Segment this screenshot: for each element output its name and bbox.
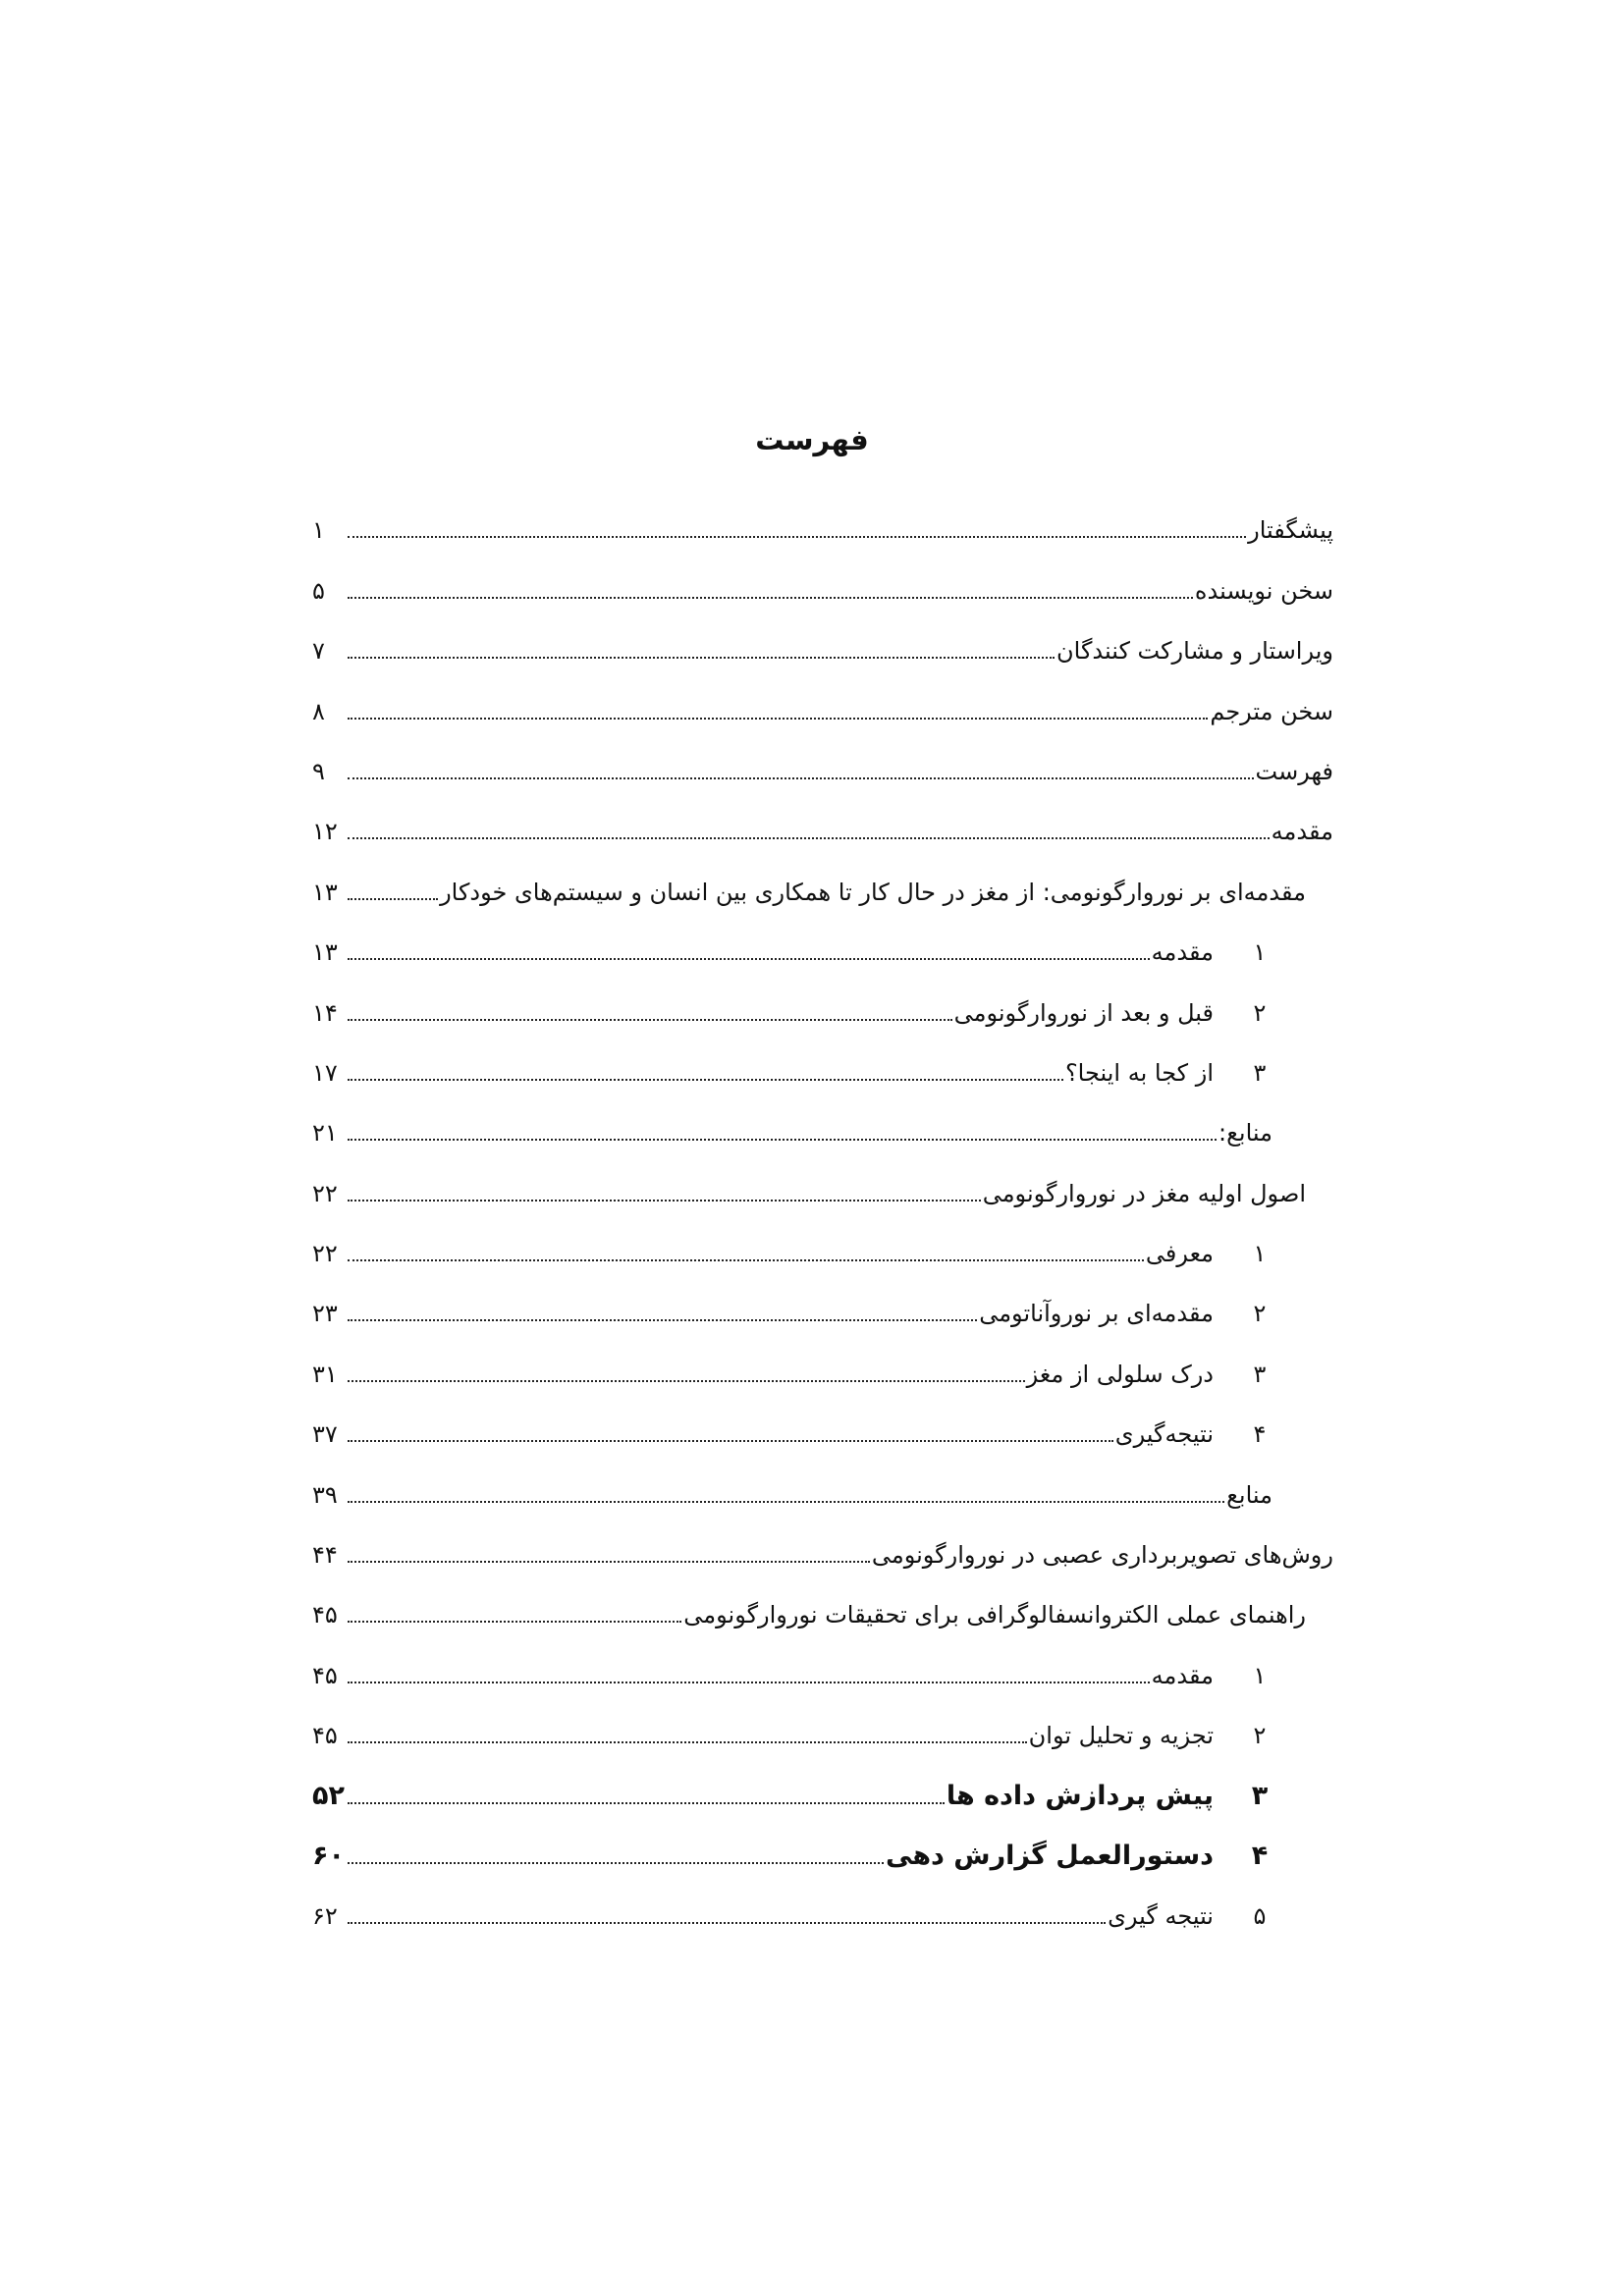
toc-page-number: ۴۵ xyxy=(312,1601,338,1629)
toc-entry[interactable] xyxy=(312,619,1333,679)
toc-entry-title: سخن نویسنده xyxy=(1194,576,1333,605)
toc-entry-title: سخن مترجم xyxy=(1210,697,1333,725)
toc-page-number: ۶۲ xyxy=(312,1902,338,1931)
dot-leader xyxy=(348,1319,977,1321)
toc-entry-title: ویراستار و مشارکت کنندگان xyxy=(1056,637,1333,666)
toc-subentry[interactable] xyxy=(312,1704,1333,1764)
dot-leader xyxy=(348,1561,870,1563)
toc-entry[interactable] xyxy=(312,1523,1333,1583)
page-title: فهرست xyxy=(755,423,869,456)
toc-page-number: ۱۴ xyxy=(312,998,338,1027)
toc-entry[interactable] xyxy=(312,679,1333,739)
toc-entry-title: از کجا به اینجا؟ xyxy=(1064,1058,1214,1087)
toc-page-number: ۲۲ xyxy=(312,1240,338,1268)
toc-page-number: ۱۷ xyxy=(312,1058,338,1087)
dot-leader xyxy=(348,837,1270,839)
toc-section-number: ۴ xyxy=(1253,1420,1267,1449)
toc-page-number: ۳۱ xyxy=(312,1360,338,1388)
toc-entry[interactable] xyxy=(312,1101,1333,1161)
toc-page-number: ۳۷ xyxy=(312,1420,338,1449)
toc-page-number: ۸ xyxy=(312,697,325,725)
toc-subentry[interactable] xyxy=(312,1282,1333,1342)
toc-entry-title: مقدمه xyxy=(1151,938,1214,967)
toc-entry-title: مقدمه xyxy=(1271,818,1333,846)
dot-leader xyxy=(348,597,1193,599)
toc-page-number: ۴۵ xyxy=(312,1661,338,1689)
dot-leader xyxy=(348,1380,1025,1382)
toc-entry[interactable] xyxy=(312,1583,1333,1643)
toc-page-number: ۷ xyxy=(312,637,325,666)
dot-leader xyxy=(348,718,1208,720)
toc-entry-title: پیشگفتار xyxy=(1248,516,1333,545)
dot-leader xyxy=(348,777,1254,779)
dot-leader xyxy=(348,1079,1063,1081)
toc-section-number: ۱ xyxy=(1253,938,1267,967)
toc-subentry[interactable] xyxy=(312,1041,1333,1101)
toc-subentry[interactable] xyxy=(312,921,1333,981)
toc-section-number: ۲ xyxy=(1253,1722,1267,1750)
toc-entry-title: معرفی xyxy=(1145,1240,1214,1268)
toc-entry[interactable] xyxy=(312,740,1333,800)
dot-leader xyxy=(348,1682,1150,1683)
toc-subentry[interactable] xyxy=(312,1403,1333,1463)
toc-entry[interactable] xyxy=(312,499,1333,559)
toc-section-number: ۱ xyxy=(1253,1661,1267,1689)
toc-entry-title: منابع: xyxy=(1218,1119,1272,1148)
toc-entry-title: نتیجه‌گیری xyxy=(1114,1420,1214,1449)
dot-leader xyxy=(348,536,1246,538)
dot-leader xyxy=(348,1139,1217,1141)
dot-leader xyxy=(348,1802,945,1804)
toc-page-number: ۴۵ xyxy=(312,1722,338,1750)
toc-entry-title: قبل و بعد از نوروارگونومی xyxy=(953,998,1214,1027)
dot-leader xyxy=(348,1259,1144,1261)
toc-entry[interactable] xyxy=(312,860,1333,920)
toc-entry[interactable] xyxy=(312,1463,1333,1522)
toc-entry-title: اصول اولیه مغز در نوروارگونومی xyxy=(982,1179,1306,1207)
toc-section-number: ۱ xyxy=(1253,1240,1267,1268)
toc-entry-title: فهرست xyxy=(1255,757,1333,785)
toc-subentry[interactable] xyxy=(312,981,1333,1041)
toc-entry-title: روش‌های تصویربرداری عصبی در نوروارگونومی xyxy=(871,1541,1333,1570)
toc-entry-title: مقدمه‌ای بر نوروارگونومی: از مغز در حال کار تا همکاری بین انسان و سیستم‌های خودکار xyxy=(440,878,1306,906)
toc-entry[interactable] xyxy=(312,559,1333,618)
toc-subentry[interactable] xyxy=(312,1342,1333,1402)
toc-subentry[interactable] xyxy=(312,1222,1333,1282)
toc-section-number: ۵ xyxy=(1253,1902,1267,1931)
dot-leader xyxy=(348,1741,1027,1743)
toc-section-number: ۲ xyxy=(1253,1300,1267,1328)
toc-page-number: ۱ xyxy=(312,516,325,545)
dot-leader xyxy=(348,1440,1113,1442)
dot-leader xyxy=(348,1862,884,1864)
toc-subentry[interactable] xyxy=(312,1825,1333,1885)
toc-page-number: ۱۲ xyxy=(312,818,338,846)
toc-entry-title: پیش پردازش داده ها xyxy=(946,1780,1214,1811)
toc-subentry[interactable] xyxy=(312,1885,1333,1945)
toc-page-number: ۱۳ xyxy=(312,938,338,967)
toc-page-number: ۴۴ xyxy=(312,1541,338,1570)
table-of-contents xyxy=(312,499,1333,1945)
toc-page-number: ۵ xyxy=(312,576,325,605)
toc-page-number: ۲۳ xyxy=(312,1300,338,1328)
toc-entry[interactable] xyxy=(312,1161,1333,1221)
toc-entry-title: مقدمه‌ای بر نوروآناتومی xyxy=(979,1300,1214,1328)
toc-page-number: ۶۰ xyxy=(312,1840,345,1871)
dot-leader xyxy=(348,1019,952,1021)
toc-page-number: ۱۳ xyxy=(312,878,338,906)
toc-page-number: ۲۲ xyxy=(312,1179,338,1207)
dot-leader xyxy=(348,1200,981,1201)
toc-page-number: ۳۹ xyxy=(312,1480,338,1509)
dot-leader xyxy=(348,898,438,900)
toc-entry-title: نتیجه گیری xyxy=(1108,1902,1214,1931)
toc-section-number: ۲ xyxy=(1253,998,1267,1027)
toc-entry-title: مقدمه xyxy=(1151,1661,1214,1689)
dot-leader xyxy=(348,1922,1106,1924)
toc-entry[interactable] xyxy=(312,800,1333,860)
toc-section-number: ۳ xyxy=(1253,1360,1267,1388)
toc-section-number: ۳ xyxy=(1253,1058,1267,1087)
dot-leader xyxy=(348,1621,681,1623)
dot-leader xyxy=(348,1501,1224,1503)
toc-subentry[interactable] xyxy=(312,1764,1333,1824)
toc-entry-title: درک سلولی از مغز xyxy=(1026,1360,1214,1388)
dot-leader xyxy=(348,657,1055,659)
toc-page-number: ۵۲ xyxy=(312,1780,345,1811)
dot-leader xyxy=(348,958,1150,960)
toc-entry-title: تجزیه و تحلیل توان xyxy=(1028,1722,1214,1750)
toc-entry-title: منابع xyxy=(1226,1480,1272,1509)
toc-subentry[interactable] xyxy=(312,1643,1333,1703)
toc-section-number: ۳ xyxy=(1251,1780,1269,1811)
toc-entry-title: دستورالعمل گزارش دهی xyxy=(886,1840,1214,1871)
toc-entry-title: راهنمای عملی الکتروانسفالوگرافی برای تحقیقات نوروارگونومی xyxy=(683,1601,1306,1629)
toc-page-number: ۹ xyxy=(312,757,325,785)
toc-section-number: ۴ xyxy=(1251,1840,1269,1871)
toc-page-number: ۲۱ xyxy=(312,1119,338,1148)
